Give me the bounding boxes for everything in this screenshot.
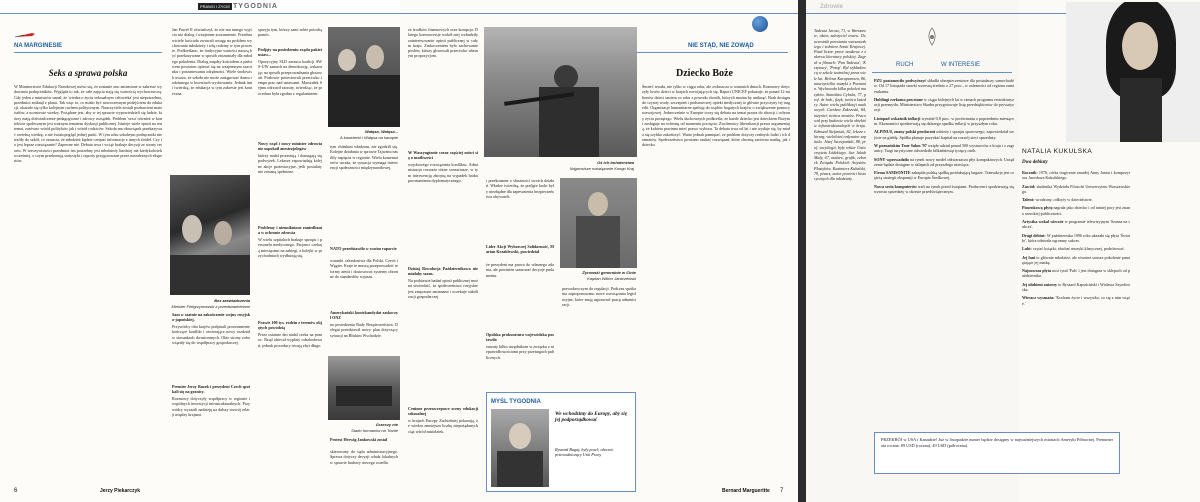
bio-item-text: nagrała jako dziecko i od tamtej pory jest znana szerokiej publiczności.	[1022, 205, 1130, 216]
photo-1-credit: Minister Pielgrzymowski z przedstawicielami	[171, 304, 250, 309]
portrait-photo	[1066, 2, 1200, 142]
page-third	[806, 0, 1018, 502]
ruch-item	[874, 170, 1014, 181]
bio-item-lead: Rocznik:	[1022, 170, 1039, 175]
ruch-item	[874, 97, 1014, 113]
p2-col1-sub2-text: Na podstawie badań opinii publicznej można stwierdzić, że społeczeństwo rosyjskie jest zmęczone zmianami i oczekuje stabilizacji gospodarczej.	[408, 278, 478, 299]
ruch-list	[874, 78, 1014, 483]
photo-5	[560, 178, 637, 268]
bio-item	[1022, 219, 1130, 230]
p2-col1-sub2: Dzisiaj Rewolucja Październikowa nie miałaby szans.	[408, 266, 478, 277]
bio-item	[1022, 170, 1130, 181]
ruch-item-lead: Nowa seria komputerów	[874, 183, 919, 189]
photo-4-credit: Najprostsze rozwiązanie Kongo Kraj	[569, 166, 634, 171]
ruch-title: RUCH	[896, 62, 914, 68]
photo-1	[170, 175, 250, 295]
bio-list	[1022, 170, 1130, 420]
quote-box	[486, 392, 636, 492]
p3-title: Zdrowie	[820, 4, 844, 10]
p2-col1-sub3-text: w krajach Europy Zachodniej pokazują, że wiedza zmniejsza liczbę niepożądanych ciąż wśród nastolatek.	[408, 418, 478, 434]
col3-sub1-text: Opozycyjny SLD zarzuca koalicji AWS-UW zamach na demokrację, wskazując na sposób przeprowadzania głosowań. Posłowie protestowali przeciwko tempu prac nad ustawami. Marszałek Sejmu odrzucił zarzuty, twierdząc, że procedura była zgodna z regulaminem.	[258, 59, 322, 96]
banner-line	[0, 13, 400, 14]
p2-col1-sub1-text: wojskowego rozwiązania konfliktu. Administracja rozważa różne scenariusze, w tym interwencję zbrojną na wypadek braku porozumienia dyplomatycznego.	[408, 162, 478, 183]
ruch-item-lead: W poznańskim Tour Salon '97	[874, 142, 928, 148]
col2-sub2: Premier Jerzy Buzek i prezydent Czech spotkali się na granicy.	[172, 384, 250, 395]
ruch-item-lead: Listopad wskaźnik inflacji	[874, 115, 922, 121]
p3-col1: Tadeusz Jarosz, 71, w Warszawie, aktor, założyciel teatru. Dr, uczestnik powstania warszawskiego i żołnierz Armii Krajowej. Pisał liczne prace naukowe z zakresu literatury polskiej. Zagrał w filmach: 'Pan Tadeusz', 'Krzyżacy', 'Potop'. Był wykładowcą w szkole teatralnej przez wiele lat. Helena Karapanowa, 86, nauczycielka muzyki z Poznania. Wychowała kilka pokoleń muzyków. Stanisław Cybula, 77, prof. dr hab., fizyk, twórca katedry. Autor wielu publikacji naukowych. Czesław Zakrzeski, 84, inżynier, twórca mostów. Pracował przy budowie wielu obiektów infrastrukturalnych w kraju. Edmund Stefaniak, 82, lekarz chirurg, wieloletni ordynator szpitala. Józef Szczepański, 88, prof. socjologii, były rektor Uniwersytetu Łódzkiego. Jan Jakub Mały, 67, malarz, grafik, członek Związku Polskich Artystów Plastyków. Kazimierz Kubalski, 79, pisarz, autor powieści historycznych dla młodzieży.	[814, 28, 866, 182]
bio-item-text: to Ryszard Kapuściński i Wisława Szymborska.	[1022, 281, 1130, 293]
spread-gutter	[798, 0, 806, 502]
bio-item	[1022, 233, 1130, 244]
bio-item	[1022, 246, 1130, 251]
p2-col1-sub1: W Waszyngtonie coraz częściej mówi się o możliwości	[408, 150, 478, 161]
col3-sub2-text: którzy nadal protestują i domagają się podwyżek. Lekarze zapowiadają kolejne akcje protestacyjne, jeśli postulaty nie zostaną spełnione.	[258, 153, 322, 174]
bio-item-text: w programie telewizyjnym 'Szansa na sukces'.	[1022, 219, 1130, 230]
photo-2-caption: Wałęsa, Wałęsa...	[365, 129, 398, 134]
page-left	[0, 0, 400, 502]
ruch-item-text: wyniósł 0,8 proc. w porównaniu z poprzednim miesiącem. Ekonomiści spodziewają się dalszego spadku inflacji w przyszłym roku.	[874, 115, 1014, 127]
ruch-item-lead: PZU postanowiło podwyższyć	[874, 78, 928, 83]
p2-article-author: Bernard Margueritte	[722, 488, 770, 494]
ruch-item-text: zakupiła polską spółkę produkującą bagaże. Transakcja jest częścią strategii ekspansji w Europie Środkowej.	[874, 170, 1014, 181]
quote-photo	[491, 409, 549, 487]
bio-item-lead: Jej fani	[1022, 254, 1037, 260]
col4-sub2: Amerykański kontrkandydat zaskoczył ONZ	[330, 310, 398, 321]
section-rule	[14, 52, 162, 53]
article-title: Seks a sprawa polska	[48, 68, 128, 78]
page-fourth	[1018, 0, 1200, 502]
bio-item	[1022, 197, 1130, 202]
col3-sub3: Problemy i nieuniknione zaniedbania w ochronie zdrowia	[258, 225, 322, 236]
logo: PRAWO I ŻYCIE	[200, 4, 231, 9]
bio-item-text: 1976, córka tragicznie zmarłej Anny Jantar i kompozytora Jarosława Kukulskiego.	[1022, 170, 1130, 181]
page-number-right: 7	[780, 488, 784, 494]
ruch-item	[874, 78, 1014, 94]
banner-line-2	[400, 13, 798, 14]
col2-sub1: Sam w szatnie na zakończenie wojny rosyjsko-japońskiej.	[172, 312, 250, 323]
p3-header-rule	[806, 13, 1018, 14]
p2-col2-sub1: Lider Akcji Wyborczej Solidarność, Marian Krzaklewski, powiedział	[486, 244, 554, 255]
bio-item-text: czytać książki, słuchać muzyki klasycznej, podróżować.	[1032, 246, 1125, 252]
col4-sub1: NATO przedstawiło w swoim raporcie	[330, 246, 397, 251]
col3-sub4-text: Przez ostatnie dni nadal czeka na pomoc. Rząd obiecał wypłaty odszkodowań, jednak procedury trwają zbyt długo.	[258, 332, 322, 348]
p2-col2-sub1-text: że prezydent ma prawo do własnego zdania, ale powinien szanować decyzje parlamentu.	[486, 262, 554, 278]
ruch-item-text: składki ubezpieczeniowe dla posiadaczy samochodów. Od 17 listopada stawki wzrosną średnio o 27 proc., w zależności od regionu zamieszkania.	[874, 78, 1014, 94]
bio-item-text: wrodzony, odkryty w dzieciństwie.	[1035, 197, 1093, 203]
ruch-item-text: na rynek nowy model odtwarzacza płyt kompaktowych. Urządzenie będzie dostępne w sklepach od przyszłego miesiąca.	[874, 156, 1014, 167]
ruch-item	[874, 129, 1014, 140]
photo-5-caption: Żyrowski generalnie w Cinie	[582, 270, 636, 275]
p2-col2-text: i przekonanie o słuszności swoich działań. Władze twierdzą, że podjęte kroki były niezbędne dla zapewnienia bezpieczeństwa obywateli.	[486, 178, 554, 199]
photo-1-caption: Bez zaświadczenia	[214, 298, 250, 303]
bio-item	[1022, 205, 1130, 216]
col4-bottom-text: skierowany do sądu administracyjnego. Sprawa dotyczy decyzji władz lokalnych w sprawie budowy nowego osiedla.	[330, 449, 398, 465]
p2-col2-sub2: Opolska prokuratura wojewódzka postawiła	[486, 332, 554, 343]
p2-col1-text: ze środków finansowych oraz korupcja. Dlatego kontrowersje wokół niej wzbudziły zainteresowanie opinii publicznej w całym kraju. Zaskoczeniem było zachowanie posłów, którzy głosowali przeciwko własnym propozycjom.	[408, 27, 478, 59]
ruch-item-lead: Holdingi rzekomo powstane	[874, 96, 924, 102]
bio-item-lead: Najnowsza płyta	[1022, 268, 1053, 274]
prenumerata-box	[874, 432, 1120, 474]
prenumerata-text: PRZEKRÓJ w USA i Kanadzie! Już w listopadzie numer będzie dostępny w najważniejszych miastach Ameryki Północnej. Prenumerata roczna: 89 USD (roczna), 49 USD (półroczna).	[881, 437, 1113, 448]
bio-item	[1022, 184, 1130, 195]
section-title: NA MARGINESIE	[14, 43, 63, 49]
section-icon	[14, 27, 36, 37]
bio-item	[1022, 255, 1130, 266]
bio-item-lead: Artystka wokal wieczór	[1022, 219, 1065, 225]
quote-text: We wchodzimy do Europy, aby się jej podporządkować	[555, 411, 628, 424]
ruch-item-lead: ALPINUS, znany polski producent	[874, 129, 937, 135]
bio-item	[1022, 295, 1130, 306]
col2-sub1-text: Przywódcy obu krajów podpisali porozumienie kończące konflikt i otwierające nowy rozdział w stosunkach dwustronnych. Obie strony zobowiązały się do współpracy gospodarczej.	[172, 324, 250, 345]
quote-label: MYŚL TYGODNIA	[491, 399, 541, 405]
p2-col2-sub2-text: zarzuty kilku urzędnikom w związku z nieprawidłowościami przy przetargach publicznych.	[486, 344, 554, 360]
p2-col3-text: prawodawczym do regulacji. Podczas spotkania zaproponowano nowe rozwiązania legislacyjne, które mają usprawnić pracę administracji.	[562, 286, 636, 307]
col2-sub2-text: Rozmowy dotyczyły współpracy w regionie i wspólnych inwestycji infrastrukturalnych. Przywódcy wyrazili nadzieję na dalszy rozwój relacji między krajami.	[172, 396, 250, 417]
article-author: Jerzy Piekarczyk	[100, 488, 141, 494]
quote-author: Ryszard Bugaj, były poseł, obecnie przewodniczący Unii Pracy	[555, 447, 614, 458]
col4-sub1-text: warunki członkostwa dla Polski, Czech i Węgier. Kraje te muszą przeprowadzić reformy armii i dostosować systemy obronne do standardów sojuszu.	[330, 258, 398, 279]
ruch-rule	[872, 72, 1012, 73]
photo-4-caption: Oś ich bohaterstwa	[597, 160, 634, 165]
col3-sub4: Prawie 100 tys. rodzin z terenów objętych powodzią	[258, 320, 322, 331]
p2-col1-sub3: Cenione przeszczepowe oceny edukacji seksualnej	[408, 406, 478, 417]
photo-3	[328, 356, 400, 420]
globe-icon	[752, 16, 768, 32]
section-title-2: NIE STĄD, NIE ZOWĄD	[688, 43, 754, 49]
ruch-item	[874, 157, 1014, 168]
bio-item-text: 'Kocham życie i wszystko, co się z nim wiąże.'	[1022, 295, 1130, 306]
bio-item-text: studentka Wydziału Filozofii Uniwersytetu Warszawskiego.	[1022, 183, 1130, 194]
col4-sub2-text: na posiedzeniu Rady Bezpieczeństwa. Delegat przedstawił nowy plan dotyczący sytuacji na Bliskim Wschodzie.	[330, 322, 398, 338]
photo-5-credit: Kapitan Wiktor Jaraczewski	[587, 276, 636, 281]
photo-2	[328, 27, 400, 127]
bio-item-lead: Piosenkową płytę	[1022, 205, 1054, 211]
col3-sub3-text: W wielu szpitalach brakuje sprzętu i personelu medycznego. Pacjenci czekają miesiącami na zabiegi, a kolejki w przychodniach wydłużają się.	[258, 237, 322, 258]
person-name: NATALIA KUKULSKA	[1022, 148, 1093, 155]
photo-3-caption: Grzeczy nie	[375, 422, 398, 427]
bio-item-text: to głównie młodzież, ale również starsze pokolenie pamiętające jej matkę.	[1022, 254, 1130, 265]
ruch-item-text: wzięło udział ponad 500 wystawców z kraju i z zagranicy. Targi turystyczne odwiedziło kilkadziesiąt tysięcy osób.	[874, 142, 1014, 154]
bio-item-lead: Wieszcz wysmaża:	[1022, 295, 1056, 301]
bio-item	[1022, 282, 1130, 293]
photo-4	[484, 27, 637, 157]
photo-3-credit: Stado furmanów na Tranie	[351, 428, 398, 433]
p2-article-body: Śmierć trwała, nie tylko w ciągu roku, ale zwłaszcza w ostatnich dniach. Rozmowy dotyczyły losów dzieci w krajach rozwijających się. Raport UNICEF pokazuje, że ponad 12 milionów dzieci umiera co roku z powodu chorób, których można by uniknąć. Brak dostępu do czystej wody, szczepień i podstawowej opieki medycznej to główne przyczyny tej tragedii. Organizacje humanitarne apelują do rządów bogatych krajów o zwiększenie pomocy rozwojowej. Jednocześnie w Europie toczy się debata na temat prawa do aborcji i ochrony życia poczętego. Wielu duchownych podkreśla, że każde dziecko jest dzieckiem Bożym i zasługuje na ochronę od momentu poczęcia. Zwolennicy liberalizacji prawa argumentują, że kobieta powinna mieć prawo wyboru. Ta debata trwa od lat i nie wydaje się, by miała się szybko zakończyć. Warto jednak pamiętać, że problem dotyczy realnych ludzi i ich dramatów. Społeczeństwo powinno szukać rozwiązań, które chronią zarówno matkę, jak i dziecko.	[642, 84, 790, 148]
ruch-item	[874, 116, 1014, 127]
bio-item-lead: Talent:	[1022, 197, 1036, 203]
col4-bottom-title: Protest Herwig Jankowski został	[330, 437, 388, 442]
bio-item-text: W październiku 1996 roku ukazała się płyta 'Światło', która odniosła ogromny sukces.	[1022, 232, 1130, 243]
article-body-col1: W Ministerstwie Edukacji Narodowej mówi się, że zostanie ono zmienione w zakresie wydawania podręczników. Wygląda to tak, że całe zajęcia stają się wartością wychowawczą. Gdy jeden z ministrów uznał, że 'wiedza o życiu seksualnym człowieka' jest niepotrzebna, przedmiot zniknął z planu. Tak więc to, co miało być nowoczesnym podejściem do edukacji, okazało się tylko kolejnym ruchem politycznym. Nauczyciele zostali pozbawieni materiałów, a uczniowie wiedzy. Pożądane jest, aby w tej sprawie wypowiedzieli się ludzie, którzy mają doświadczenie pedagogiczne i zdrowy rozsądek. Problem 'sexu' również w kontekście społecznym jest ważnym tematem dyskusji publicznej. Istnieje wiele opinii na ten temat, zarówno wśród polityków jak i wśród rodziców. Szkoła ma obowiązek przekazywać rzetelną wiedzę, a nie światopogląd jednej partii. W tym roku szkolnym podręczniki nie trafiły do szkół, co oznacza, że młodzież będzie czerpać informacje z innych źródeł. Czy to jest lepsze rozwiązanie? Zapewne nie. Debata trwa i wciąż brakuje decyzji ze strony resortu. W rzeczywistości przedmiot ten potrzebny jest młodzieży bardziej niż kiedykolwiek wcześniej, o czym przekonują statystyki i raporty przygotowane przez niezależnych ekspertów.	[14, 84, 162, 164]
col3-text: sprzyja tym, którzy sami sobie potrafią pomóc.	[258, 27, 322, 38]
col3-sub2: Nowy rząd i nowy minister zdrowia nie uspokoił anestezjologów	[258, 141, 322, 152]
bio-item-lead: Zawód:	[1022, 183, 1037, 189]
bio-item-lead: Lubi:	[1022, 246, 1033, 252]
page-number-left: 6	[14, 488, 18, 494]
col3-sub1: Podjęty na posiedzeniu rządu pakiet ustaw...	[258, 47, 322, 58]
ruch-item	[874, 184, 1014, 195]
ruch-item-lead: Firma SAMSONITE	[874, 170, 912, 176]
ruch-item-text: odzieży i sprzętu sportowego, zapowiedział wejście na giełdę. Spółka planuje pozyskać kapitał na rozwój sieci sprzedaży.	[874, 129, 1014, 140]
bio-item	[1022, 268, 1130, 279]
page-right	[400, 0, 798, 502]
ruch-icon	[924, 27, 940, 47]
ruch-item-lead: SONY wprowadziło	[874, 156, 911, 162]
ruch-item	[874, 143, 1014, 154]
bio-item-text: nosi tytuł 'Puls' i jest dostępna w sklepach od października.	[1022, 268, 1130, 279]
p2-article-title: Dziecko Boże	[676, 68, 733, 79]
bio-item-lead: Drugi debiut:	[1022, 232, 1047, 238]
photo-2-credit: A kaowiecki i Wałęsa na kanapie	[339, 135, 398, 140]
col2-text: Jan Paweł II oświadczył, że nie ma innego wyjścia niż dialog i wzajemne zrozumienie. Przedstawiciele kościoła zwracali uwagę na problem wychowania młodzieży i rolę rodziny w tym procesie. Podkreślano, że tradycyjne wartości muszą być przekazywane w sposób zrozumiały dla młodego pokolenia. Dialog między kościołem a państwem powinien opierać się na wzajemnym szacunku i poszanowaniu odrębności. Wiele środowisk uważa, że szkoła nie może zastępować domu rodzinnego w kwestiach wychowania. Jednak inni twierdzą, że edukacja w tym zakresie jest konieczna.	[172, 27, 252, 96]
bio-item-lead: Jej ulubieni autorzy	[1022, 281, 1059, 287]
ruch-item-text: w ciągu kolejnych lat w ramach programu restrukturyzacji przemysłu. Ministerstwo Skarbu przygotowuje listę przedsiębiorstw do prywatyzacji.	[874, 96, 1014, 113]
ruch-item-text: trafi na rynek przed świętami. Producenci spodziewają się wzrostu sprzedaży w okresie przedświątecznym.	[874, 183, 1014, 195]
person-subtitle: Dwa debiuty	[1022, 160, 1048, 165]
tygodnia-label: TYGODNIA	[233, 3, 278, 10]
col4-text: tym chińskim władzom, nie zgodzili się. Kolejne działania w sprawie Tajwanu nasiliły napięcia w regionie. Wielu komentatorów uważa, że sytuacja wymaga interwencji społeczności międzynarodowej.	[330, 144, 398, 171]
interesie-title: W INTERESIE	[941, 62, 981, 68]
section-rule-2	[630, 52, 788, 53]
